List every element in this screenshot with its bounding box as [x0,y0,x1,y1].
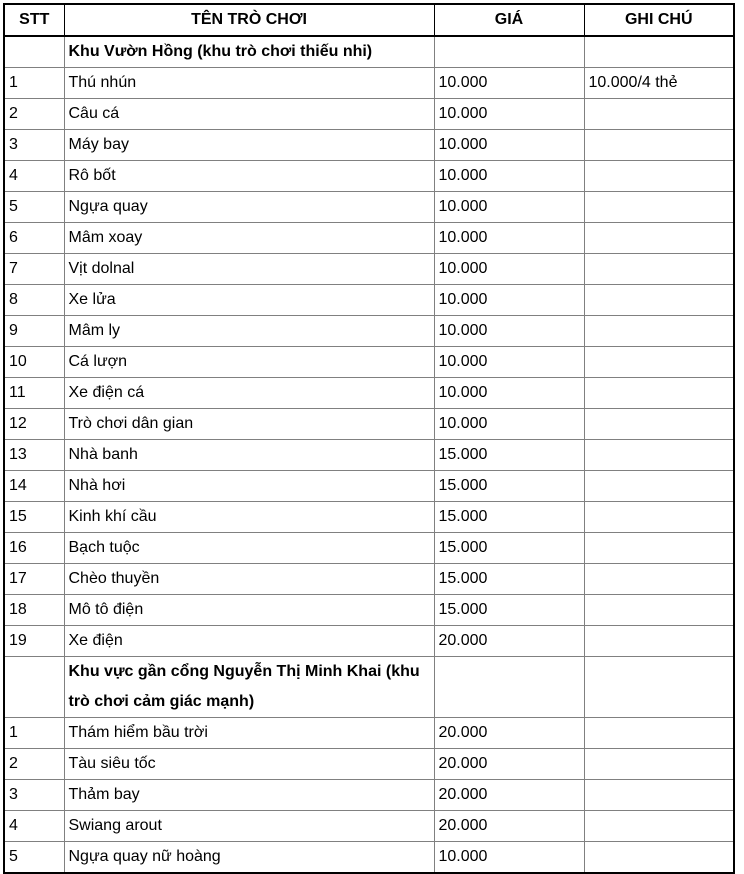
name-cell: Nhà banh [64,440,434,471]
table-row [4,161,734,192]
price-cell: 20.000 [434,780,584,811]
note-cell [584,842,734,874]
name-cell: Câu cá [64,99,434,130]
table-row [4,502,734,533]
name-cell: Máy bay [64,130,434,161]
name-cell: Ngựa quay nữ hoàng [64,842,434,874]
name-cell: Swiang arout [64,811,434,842]
price-cell: 10.000 [434,68,584,99]
note-cell [584,285,734,316]
note-cell [584,254,734,285]
price-cell: 15.000 [434,471,584,502]
name-cell: Tàu siêu tốc [64,749,434,780]
name-cell: Vịt dolnal [64,254,434,285]
name-cell: Xe lửa [64,285,434,316]
table-row [4,223,734,254]
table-row [4,533,734,564]
price-cell: 15.000 [434,564,584,595]
price-cell: 20.000 [434,749,584,780]
note-cell [584,471,734,502]
price-cell: 10.000 [434,316,584,347]
price-cell: 10.000 [434,285,584,316]
stt-cell: 4 [4,161,64,192]
note-cell [584,595,734,626]
name-cell: Trò chơi dân gian [64,409,434,440]
header-row [4,4,734,36]
note-cell [584,564,734,595]
name-cell: Nhà hơi [64,471,434,502]
name-cell: Xe điện [64,626,434,657]
table-row [4,99,734,130]
stt-cell: 8 [4,285,64,316]
price-cell: 10.000 [434,254,584,285]
note-cell [584,161,734,192]
note-cell [584,99,734,130]
note-cell [584,533,734,564]
section-stt-cell [4,36,64,68]
name-cell: Kinh khí cầu [64,502,434,533]
price-cell: 15.000 [434,595,584,626]
price-cell: 20.000 [434,811,584,842]
stt-cell: 4 [4,811,64,842]
stt-cell: 2 [4,749,64,780]
table-row [4,626,734,657]
price-cell: 10.000 [434,378,584,409]
stt-cell: 16 [4,533,64,564]
stt-cell: 6 [4,223,64,254]
col-header-name: TÊN TRÒ CHƠI [64,4,434,36]
table-row [4,254,734,285]
note-cell [584,130,734,161]
stt-cell: 15 [4,502,64,533]
price-table [3,3,735,874]
section-stt-cell [4,657,64,718]
note-cell [584,440,734,471]
table-row [4,316,734,347]
stt-cell: 1 [4,718,64,749]
name-cell: Ngựa quay [64,192,434,223]
name-cell: Mô tô điện [64,595,434,626]
table-row [4,409,734,440]
price-cell: 20.000 [434,626,584,657]
name-cell: Mâm xoay [64,223,434,254]
note-cell [584,347,734,378]
col-header-price: GIÁ [434,4,584,36]
section-price-cell [434,36,584,68]
note-cell [584,780,734,811]
col-header-stt: STT [4,4,64,36]
stt-cell: 7 [4,254,64,285]
table-row [4,192,734,223]
table-row [4,285,734,316]
section-price-cell [434,657,584,718]
price-cell: 15.000 [434,502,584,533]
price-cell: 10.000 [434,192,584,223]
price-cell: 10.000 [434,409,584,440]
price-cell: 10.000 [434,161,584,192]
name-cell: Xe điện cá [64,378,434,409]
note-cell [584,811,734,842]
section-header-row [4,657,734,718]
table-row [4,842,734,874]
stt-cell: 3 [4,780,64,811]
col-header-note: GHI CHÚ [584,4,734,36]
stt-cell: 14 [4,471,64,502]
table-row [4,347,734,378]
table-row [4,440,734,471]
table-row [4,749,734,780]
stt-cell: 2 [4,99,64,130]
name-cell: Cá lượn [64,347,434,378]
name-cell: Thám hiểm bầu trời [64,718,434,749]
table-row [4,68,734,99]
price-cell: 10.000 [434,842,584,874]
section-note-cell [584,36,734,68]
stt-cell: 9 [4,316,64,347]
stt-cell: 18 [4,595,64,626]
table-row [4,595,734,626]
table-row [4,378,734,409]
price-cell: 10.000 [434,347,584,378]
price-cell: 10.000 [434,130,584,161]
note-cell [584,626,734,657]
price-cell: 15.000 [434,440,584,471]
stt-cell: 10 [4,347,64,378]
stt-cell: 13 [4,440,64,471]
section-note-cell [584,657,734,718]
table-row [4,718,734,749]
note-cell [584,316,734,347]
note-cell: 10.000/4 thẻ [584,68,734,99]
stt-cell: 12 [4,409,64,440]
note-cell [584,749,734,780]
table-row [4,130,734,161]
name-cell: Bạch tuộc [64,533,434,564]
name-cell: Rô bốt [64,161,434,192]
name-cell: Chèo thuyền [64,564,434,595]
name-cell: Thảm bay [64,780,434,811]
table-row [4,564,734,595]
table-row [4,780,734,811]
stt-cell: 5 [4,192,64,223]
name-cell: Thú nhún [64,68,434,99]
stt-cell: 5 [4,842,64,874]
table-row [4,471,734,502]
stt-cell: 1 [4,68,64,99]
note-cell [584,192,734,223]
name-cell: Mâm ly [64,316,434,347]
stt-cell: 19 [4,626,64,657]
section-header-row [4,36,734,68]
section-name-cell: Khu vực gần cổng Nguyễn Thị Minh Khai (khu trò chơi cảm giác mạnh) [64,657,434,718]
note-cell [584,718,734,749]
price-cell: 15.000 [434,533,584,564]
stt-cell: 11 [4,378,64,409]
stt-cell: 3 [4,130,64,161]
stt-cell: 17 [4,564,64,595]
section-name-cell: Khu Vườn Hồng (khu trò chơi thiếu nhi) [64,36,434,68]
price-cell: 20.000 [434,718,584,749]
price-cell: 10.000 [434,223,584,254]
table-body [4,36,734,873]
price-cell: 10.000 [434,99,584,130]
note-cell [584,223,734,254]
note-cell [584,409,734,440]
note-cell [584,378,734,409]
note-cell [584,502,734,533]
table-row [4,811,734,842]
